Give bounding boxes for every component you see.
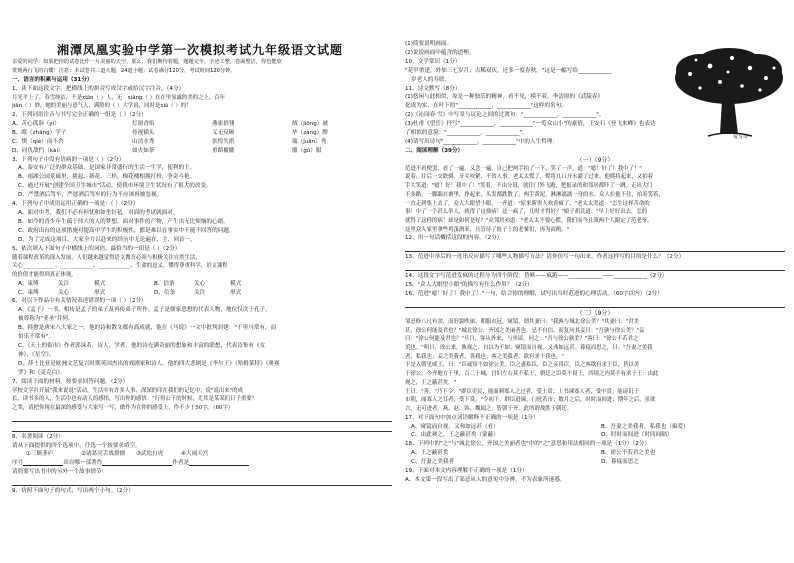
passage-line: 说着，往后一交跌倒，牙关咬紧，不省人事。老太太慌了，慌将几口开水灌了过来。他爬将起来，又拍着 [405,174,653,181]
subsection-heading: （二）（9分） [576,309,614,317]
passage-line: 于是入朝见威王，曰："臣诚知不如徐公美。臣之妻私臣，臣之妾畏臣，臣之客欲有求于臣，皆以美 [405,362,640,369]
passage-line: 甚，徐公何能及君也？"城北徐公，齐国之美丽者也。忌不自信，而复问其妾曰："吾孰与徐公美？"妾 [405,327,645,334]
subsection-heading: （一）（9分） [576,156,614,164]
option-text: 被尊称为"亚圣"并列。 [18,316,74,323]
tree-illustration [670,48,788,144]
question-2: 2、下列词语注音与书写完全正确的一组是（ ）（2分） [12,112,147,119]
option-text: B、如今的青少年生疏于伟大的人的梦想，面对事件的产物，产生出无比烦恼的心绪。 [18,218,229,225]
option-row [12,289,392,298]
option-cell: C、吾妻之美我者 [411,459,455,466]
option-text: A、泰安有广泛的群众基础，是国家非常盛行的生活一生学，使利的主。 [18,165,196,172]
answer-line[interactable] [405,262,785,271]
book-option: ①三顾茅庐 [26,451,54,458]
passage-line: 者，私我也；妾之美我者，畏我也；客之美我者，欲有求于我也。" [405,353,564,360]
answer-blank[interactable] [102,459,172,466]
answer-line[interactable] [12,477,392,486]
option-text: A、《孟子》一书，相传是孟子的弟子及再传弟子所作。孟子是儒家思想的代表人物，地位仅次于孔子， [18,307,271,314]
question-text: (3)杜甫《望岳》抒写"____________，____________"一览众山小"的豪情，王安石《登飞来峰》也表达 [405,121,656,128]
question-1-text: 月光平上了，春雪纯洁，不是xiān（ ）人，无 xiāng（ ）在在里显露的美的之上。百年 [12,94,226,101]
question-text: (1)悠闲与此相似，原是一种独乐的精神，看不见，摸不着。李清照的《武陵春》 [405,94,604,101]
answer-line[interactable] [12,423,392,432]
option-cell: 关注 [58,280,70,287]
passage-line: 于徐公。今齐地方千里，百二十城，宫妇左右莫不私王，朝廷之臣莫不畏王，四境之内莫不有求于王：由此 [405,371,659,378]
answer-blank[interactable] [23,459,63,466]
option-cell: 灯窗香焰 [132,120,155,127]
option-cell: B、吾妻之美我者，私我也（偏爱） [601,423,689,430]
question-text: "花甲重逢，外加三七岁月；古稀双庆，还多一度春秋。"这是一幅写给____________ [405,67,612,74]
passage-line: 就得了这样的病！却是如何是好？"众邻居劝道："老太太不要心慌。我们而今且派两个人跟定了范老爷。 [405,218,653,224]
option-text: A、本文第一段写出了邹忌从人的意见中分辨，不为表象所迷惑。 [405,477,566,484]
passage-line: 曰："徐公何能及君也？"旦日，客从外来，与坐谈，问之："吾与徐公孰美？"客曰："徐公不若君之 [405,336,639,343]
blank-label: 序号 [12,460,24,467]
question-5-text: 随着课程改革的深入发展，人们越来越觉得语文教育必须与积极关注自然生活， [12,254,201,261]
question-4: 4、下列句子中成语运用正确的一项是：（ ）（2分） [12,201,139,208]
question-19: 19、下面对本文内容理解不正确的一项是（1分） [405,468,528,475]
answer-line[interactable] [405,243,785,252]
option-text: C、《天上的街市》作者郭沫若，诗人，学者，他的诗充满奇丽的想象和丰富的联想，代表诗集有《女 [18,342,266,349]
book-option: ③武松打虎 [136,451,164,458]
book-options [12,450,392,459]
option-text: B、雨湖公园景廊里，挑起、新花、三桂，梅花楼相拥打扮，争奇斗艳。 [18,174,196,181]
question-text: (4)请写出诗句"____________，____________"中的人生哲理： [405,138,558,145]
question-5-text: 的价值才能得到真正体现。 [12,271,77,278]
option-cell: A、王之蔽甚矣 [411,450,449,457]
question-5-text: 关心____________、____________、____________、生命的意义，懂得尊重科学，语文课程 [12,263,228,270]
question-9: 9、仿照下面句子的句式，写出两个小句。（2分） [12,488,134,495]
option-row [12,138,392,147]
option-text: D、莎士比亚是欧洲文艺复兴时期英国杰出的戏剧家和诗人，他的四大悲剧是《李尔王》《哈姆莱特》《奥赛 [18,360,280,367]
passage-line: 不多路，一脚踹在塘里，挣起来，头发都跌散了，两手黄泥，淋淋漓漓一身的水。众人拉他不住，拍着笑着， [405,191,664,198]
option-cell: A、窥镜而自视，又弗如远甚（看） [411,423,499,430]
option-cell: 关注 [194,289,206,296]
passage-line: 范进不看便罢，看了一遍，又念一遍，自己把两手拍了一下，笑了一声，道："噫！好了！我中了！" [405,165,642,172]
option-text: D、严禁酒后驾车，严惩酒后驾车的行为不应该再被忽视。 [18,192,163,199]
option-cell: 关心 [58,289,70,296]
passage-line: 言，无可进者。燕、赵、韩、魏闻之，皆朝于齐。此所谓战胜于朝廷。 [405,405,573,412]
option-cell: D、信条 [154,289,176,296]
illustration-caption: 爱写诗 [733,134,749,140]
option-cell: 重蹈覆辙 [212,147,235,154]
option-cell: D、暮寝而思之 [601,459,639,466]
question-text: 化成为实，在叶下的"____________，____________"这样的名句。 [405,103,567,110]
question-text: 了相似的意境："____________，____________"。 [405,130,528,137]
question-5: 5、依次填入下面句子中横线上的词语，最恰当的一组是（ ）（2分） [12,245,181,252]
option-cell: 形式 [94,289,106,296]
question-8-hint: 请简要写出书中的另外一个故事情节： [12,469,108,476]
question-text: 岁老人的寿联。 [411,76,451,83]
option-row [12,120,392,129]
option-cell: C、由此观之，王之蔽甚矣（蒙蔽） [411,432,499,439]
question-text: (1)简要说明画面。 [405,41,453,47]
passage-line: 这里众人家里拿些鸡蛋酒米，且管待了报子上的老爹们，再为商酌。" [405,226,570,233]
question-6: 6、对以下作品中有关情况表述错误的一项（ ）（2分） [12,298,147,305]
option-cell: 山清水秀 [132,138,155,145]
question-14: 14、这段文字写范进发疯的过程分为四个阶段：昏厥——疯跑——____________——____________（2分） [405,273,668,280]
passage-line: 市朝，闻寡人之耳者，受下赏。"令初下，群臣进谏，门庭若市；数月之后，时时而间进；期年之后，虽欲 [405,397,656,404]
option-row [12,147,392,156]
option-cell: 骼（gǔ）服 [292,147,322,154]
blank-label: 出自哪一部著作 [63,460,103,467]
option-cell: 瑞（juān）秀 [292,138,327,145]
option-cell: B、瞠（zhāng）学子 [12,129,67,136]
question-12: 12、用一句话概括这段的内容。（2分） [405,235,503,242]
question-13: 13、范进中举后的一连串反应描写了哪些人物描写方法？请你仿写一句出来，作者这样写的目的是什么？（2分） [405,254,685,261]
option-cell: 义无反顾 [212,129,235,136]
section-heading: 二、阅读理解（39分） [405,147,464,154]
question-7: 7、阅读下面的材料，按要求回答问题。（2分） [12,378,129,385]
option-text: 神》，《星空》。 [18,351,55,358]
passage-line: 邹忌修八尺有余，而形貌昳丽。朝服衣冠，窥镜，谓其妻曰："我孰与城北徐公美？"其妻曰："君美 [405,318,639,325]
option-row [405,458,785,467]
option-text: A、面对中考，我们不必有担忧和如坐针毡。对面的考试就面对。 [18,210,179,216]
section-heading: 一、语言的积累与运用（31分） [12,76,93,83]
option-cell: 关心 [194,280,206,287]
blank-label: 作者是 [172,460,190,467]
question-1: 1、读下面这段文字，把横线上的拼音写成汉字或给汉字注音。（4分） [12,85,185,92]
question-7-text: 长，读书多的人，生活中也有动人的感悟，写出你的感悟："行得公下的时候，尤其是某某们日子重要" [12,396,255,403]
answer-blank[interactable] [189,459,249,466]
book-option: ④大闹天宫 [181,451,209,458]
question-text: (2)说说画面中蕴含的道理。 [405,49,475,56]
question-text: 10、文学常识（1分） [405,58,461,65]
option-row [405,449,785,458]
intro-line: 亲爱的同学：如果把你的试卷比作一片美丽的天空，那么，我们期待着题，题题完全，字迹工整，卷面整洁，你也能欣 [12,59,282,65]
option-text: C、政府出台的这项措施对提高中学生的积极性，都是难以在事实中不能不回答的问题。 [18,227,235,234]
passage-line: 一直走到集上去了。众人大眼望小眼，一齐道："原来新贵人欢喜疯了。"老太太哭道："怎生这样苦命的 [405,200,650,207]
option-text: B、韩愈是唐宋八大家之一，他的诗和散文都有高成就，他在《马说》一文中批判封建："千里马常有，而 [18,325,277,332]
passage-line: 王曰："善。"乃下令："群臣吏民，能面刺寡人之过者，受上赏；上书谏寡人者，受中赏；能谤讥于 [405,388,639,395]
option-cell: 毕（zàng）牌 [292,129,328,136]
question-7-text: 学校文学社开展"我来说说"活动，生活中有许多人事，深深的印在我们的记忆中，说"说出来"的成 [12,387,243,394]
question-2-options [12,120,392,156]
book-option: ②诸葛亮舌战群儒 [81,451,126,458]
question-8: 8、名著阅读（2分） [12,433,64,440]
option-cell: 燕雀拾翎 [212,120,235,127]
question-15: 15、"众人大眼望小眼"的描写有什么作用？（2分） [405,282,533,289]
option-cell: 如火如荼 [132,147,155,154]
option-text: D、为了完成这项目，大家全力以赴来的经历中无论遍在，主，回首一。 [18,236,196,243]
question-17: 17、对下面句中加点词语解释不正确的一项是（1分） [405,414,539,421]
option-cell: 绒（jiōng）被 [292,120,329,127]
passage-line: 美也。"明日，徐公来，孰视之，自以为不如；窥镜而自视，又弗如远甚。暮寝而思之，曰："吾妻之美我 [405,345,653,352]
question-text: (2)《沁园春·雪》中写景与议论之间的过渡句："____________，____________"。 [405,112,605,119]
option-cell: C、束缚 [18,289,39,296]
option-cell: 形式 [230,289,242,296]
question-16: 16、范进"噫！好了！我中了！"一句，结合你的理解，试写出当时范进的心理活动。（60字以内）（2分） [405,291,663,298]
option-cell: A、束缚 [18,280,39,287]
option-cell: A、苦心孤诣（yì） [12,120,60,127]
question-7-text: 之类，请把你现在最深的感受与大家写一写，做作为在你的感受上，作不少于50字。（60字） [12,404,234,411]
option-cell: 模式 [230,280,242,287]
intro-line: 赏到两行飞的白鹭！注意：本试卷共三道大题，24道小题；试卷满分120分，考试时间120分钟。 [12,67,236,74]
answer-line[interactable] [12,413,392,422]
question-1-text: jiān（ ）妙，她的美丽与意气人，满脸的（ ）大学说，同时是xiā（ ）的！ [12,103,192,110]
book-answer-row [12,459,392,468]
option-text: 罗》和《麦克白》。 [18,369,66,376]
question-3: 3、下列句子中没有语病的一项是（ ）（2分） [12,156,125,163]
passage-line: 事！中了一个甚么举人，就得了这拙病！这一疯了，几时才得好？"娘子胡氏道："早上好好出去，怎的 [405,209,648,216]
option-cell: B、信条 [154,280,175,287]
option-text: 伯乐不常有"。 [18,334,55,341]
option-cell: 模式 [94,280,106,287]
passage-line: 观之，王之蔽甚矣。" [405,379,456,386]
option-row [12,129,392,138]
option-cell: 骨视猫头 [132,129,155,136]
question-18: 18、下列中的"之"与"城北徐公，齐国之美丽者也"中的"之"意思和用法相同的一项是（1分）（2分） [405,441,651,448]
option-row [405,431,785,440]
passage-line: 手大笑道："噫！好！我中了！"笑着，不由分说，就往门外飞跑，把报录的和邻居都吓了一跳。走出大门 [405,183,653,190]
option-cell: B、徐公不若君之美也 [601,450,656,457]
option-text: C、通过开展"创建全国卫生城市"活动，使我市环境卫生状况有了很大的改变。 [18,183,212,190]
option-cell: D、时时而间进（时间间隔） [601,432,673,439]
answer-line[interactable] [405,299,785,308]
left-column [12,58,392,563]
option-row [405,423,785,432]
option-cell: D、同仇敌忾（kài） [12,147,64,154]
question-8-instruction: 请从下面提供的四个选项中，任选一个按要求填空。 [12,442,141,449]
option-row [12,280,392,289]
option-cell: C、锲（qiè）而不舍 [12,138,64,145]
option-cell: 张惶失措 [212,138,235,145]
page-title: 湘潭凤凰实验中学第一次模拟考试九年级语文试题 [56,43,343,57]
question-text: 11、诗文默写（8分） [405,85,461,92]
